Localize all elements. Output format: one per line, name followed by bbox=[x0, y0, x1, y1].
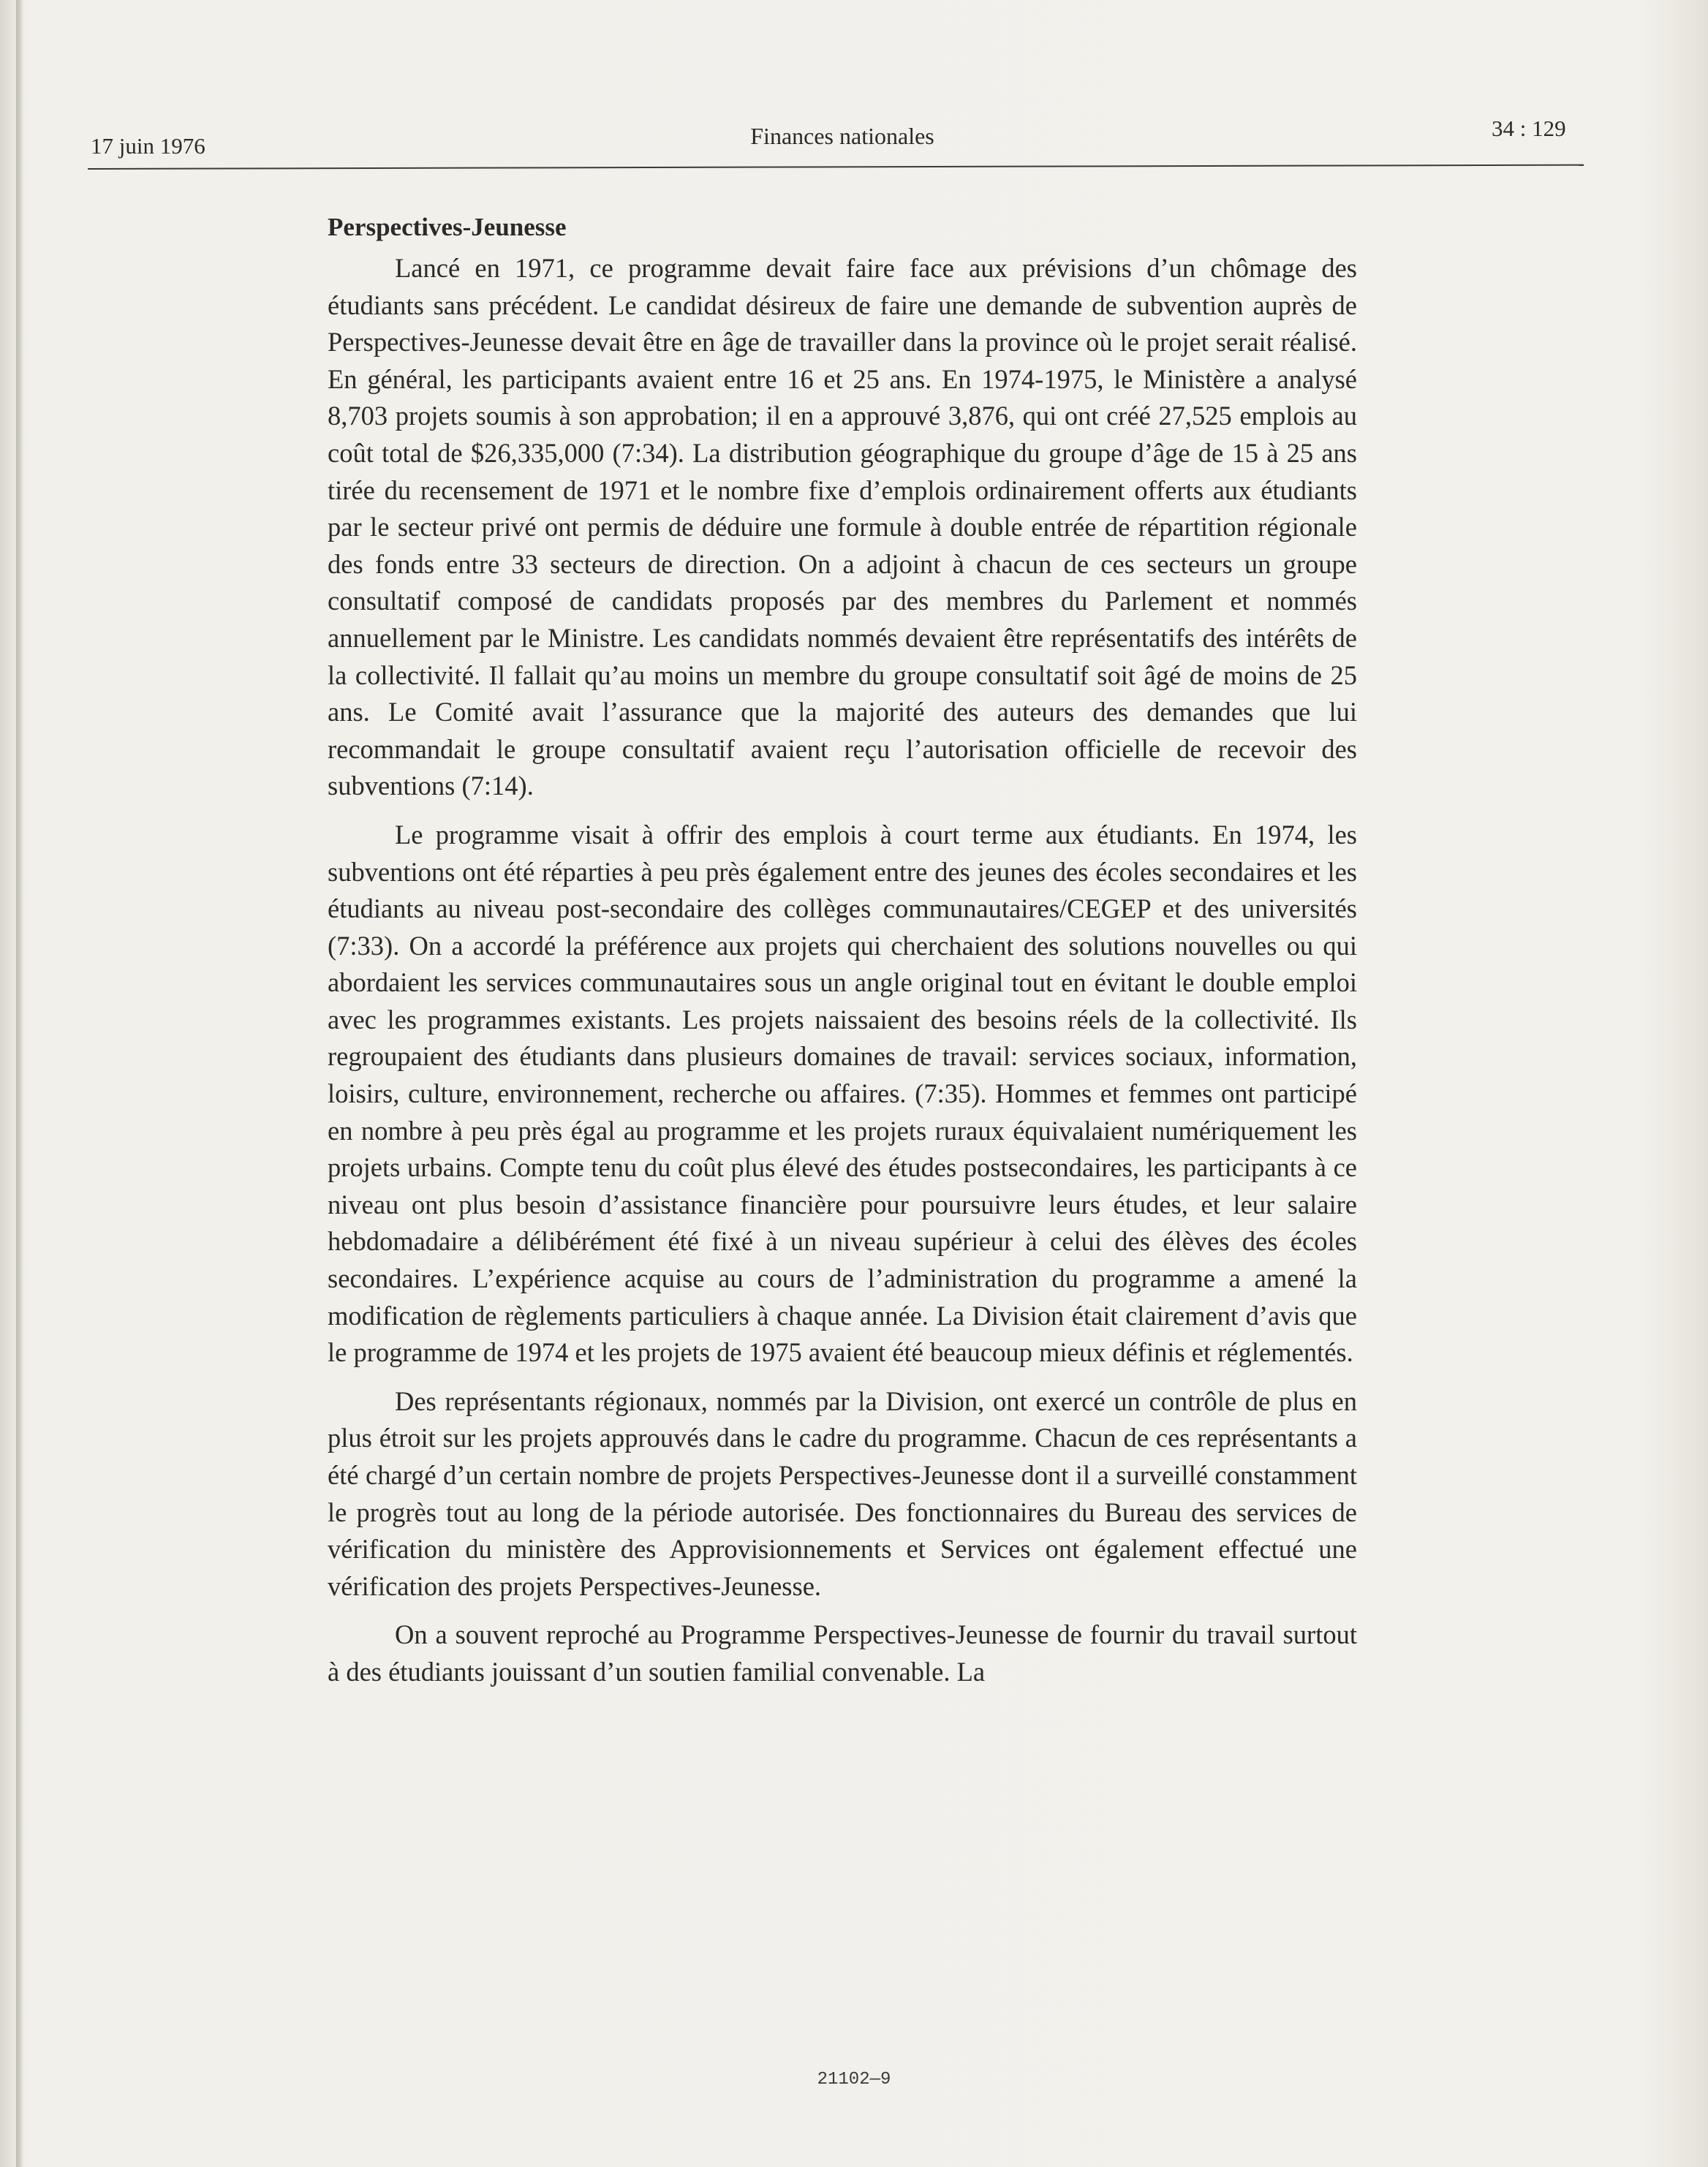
paragraph: Lancé en 1971, ce programme devait faire face aux prévisions d’un chômage des étudiants sans précédent. Le candidat désireux de faire une demande de subvention auprès de Perspectives-Jeunesse devait être en âge de travailler dans la province où le projet serait réalisé. En général, les participants avaient entre 16 et 25 ans. En 1974-1975, le Ministère a analysé 8,703 projets soumis à son approbation; il en a approuvé 3,876, qui ont créé 27,525 emplois au coût total de $26,335,000 (7:34). La distribution géographique du groupe d’âge de 15 à 25 ans tirée du recensement de 1971 et le nombre fixe d’emplois ordinairement offerts aux étudiants par le secteur privé ont permis de déduire une formule à double entrée de répartition régionale des fonds entre 33 secteurs de direction. On a adjoint à chacun de ces secteurs un groupe consultatif composé de candidats proposés par des membres du Parlement et nommés annuellement par le Ministre. Les candidats nommés devaient être représentatifs des intérêts de la collectivité. Il fallait qu’au moins un membre du groupe consultatif soit âgé de moins de 25 ans. Le Comité avait l’assurance que la majorité des auteurs des demandes que lui recommandait le groupe consultatif avaient reçu l’autorisation officielle de recevoir des subventions (7:14). bbox=[328, 253, 1357, 801]
footer-print-code: 21102—9 bbox=[817, 2070, 891, 2090]
paragraph: Le programme visait à offrir des emplois à court terme aux étudiants. En 1974, les subventions ont été réparties à peu près également entre des jeunes des écoles secondaires et les étudiants au niveau post-secondaire des collèges communautaires/CEGEP et des universités (7:33). On a accordé la préférence aux projets qui cherchaient des solutions nouvelles ou qui abordaient les services communautaires sous un angle original tout en évitant le double emploi avec les programmes existants. Les projets naissaient des besoins réels de la collectivité. Ils regroupaient des étudiants dans plusieurs domaines de travail: services sociaux, information, loisirs, culture, environnement, recherche ou affaires. (7:35). Hommes et femmes ont participé en nombre à peu près égal au programme et les projets ruraux équivalaient numériquement les projets urbains. Compte tenu du coût plus élevé des études postsecondaires, les participants à ce niveau ont plus besoin d’assistance financière pour poursuivre leurs études, et leur salaire hebdomadaire a délibérément été fixé à un niveau supérieur à celui des élèves des écoles secondaires. L’expérience acquise au cours de l’administration du programme a amené la modification de règlements particuliers à chaque année. La Division était clairement d’avis que le programme de 1974 et les projets de 1975 avaient été beaucoup mieux définis et réglementés. bbox=[328, 819, 1357, 1368]
header-rule bbox=[88, 164, 1584, 170]
header-journal-title: Finances nationales bbox=[750, 123, 934, 149]
binding-edge bbox=[16, 0, 23, 2167]
header-date: 17 juin 1976 bbox=[91, 133, 205, 159]
paragraph: Des représentants régionaux, nommés par la Division, ont exercé un contrôle de plus en plus étroit sur les projets approuvés dans le cadre du programme. Chacun de ces représentants a été chargé d’un certain nombre de projets Perspectives-Jeunesse dont il a surveillé constamment le progrès tout au long de la période autorisée. Des fonctionnaires du Bureau des services de vérification du ministère des Approvisionnements et Services ont également effectué une vérification des projets Perspectives-Jeunesse. bbox=[328, 1385, 1357, 1601]
header-folio: 34 : 129 bbox=[1492, 116, 1566, 141]
paragraph: On a souvent reproché au Programme Perspectives-Jeunesse de fournir du travail surtout à des étudiants jouissant d’un soutien familial convenable. La bbox=[328, 1619, 1357, 1687]
body-text bbox=[328, 209, 1357, 1703]
section-title: Perspectives-Jeunesse bbox=[328, 213, 567, 241]
